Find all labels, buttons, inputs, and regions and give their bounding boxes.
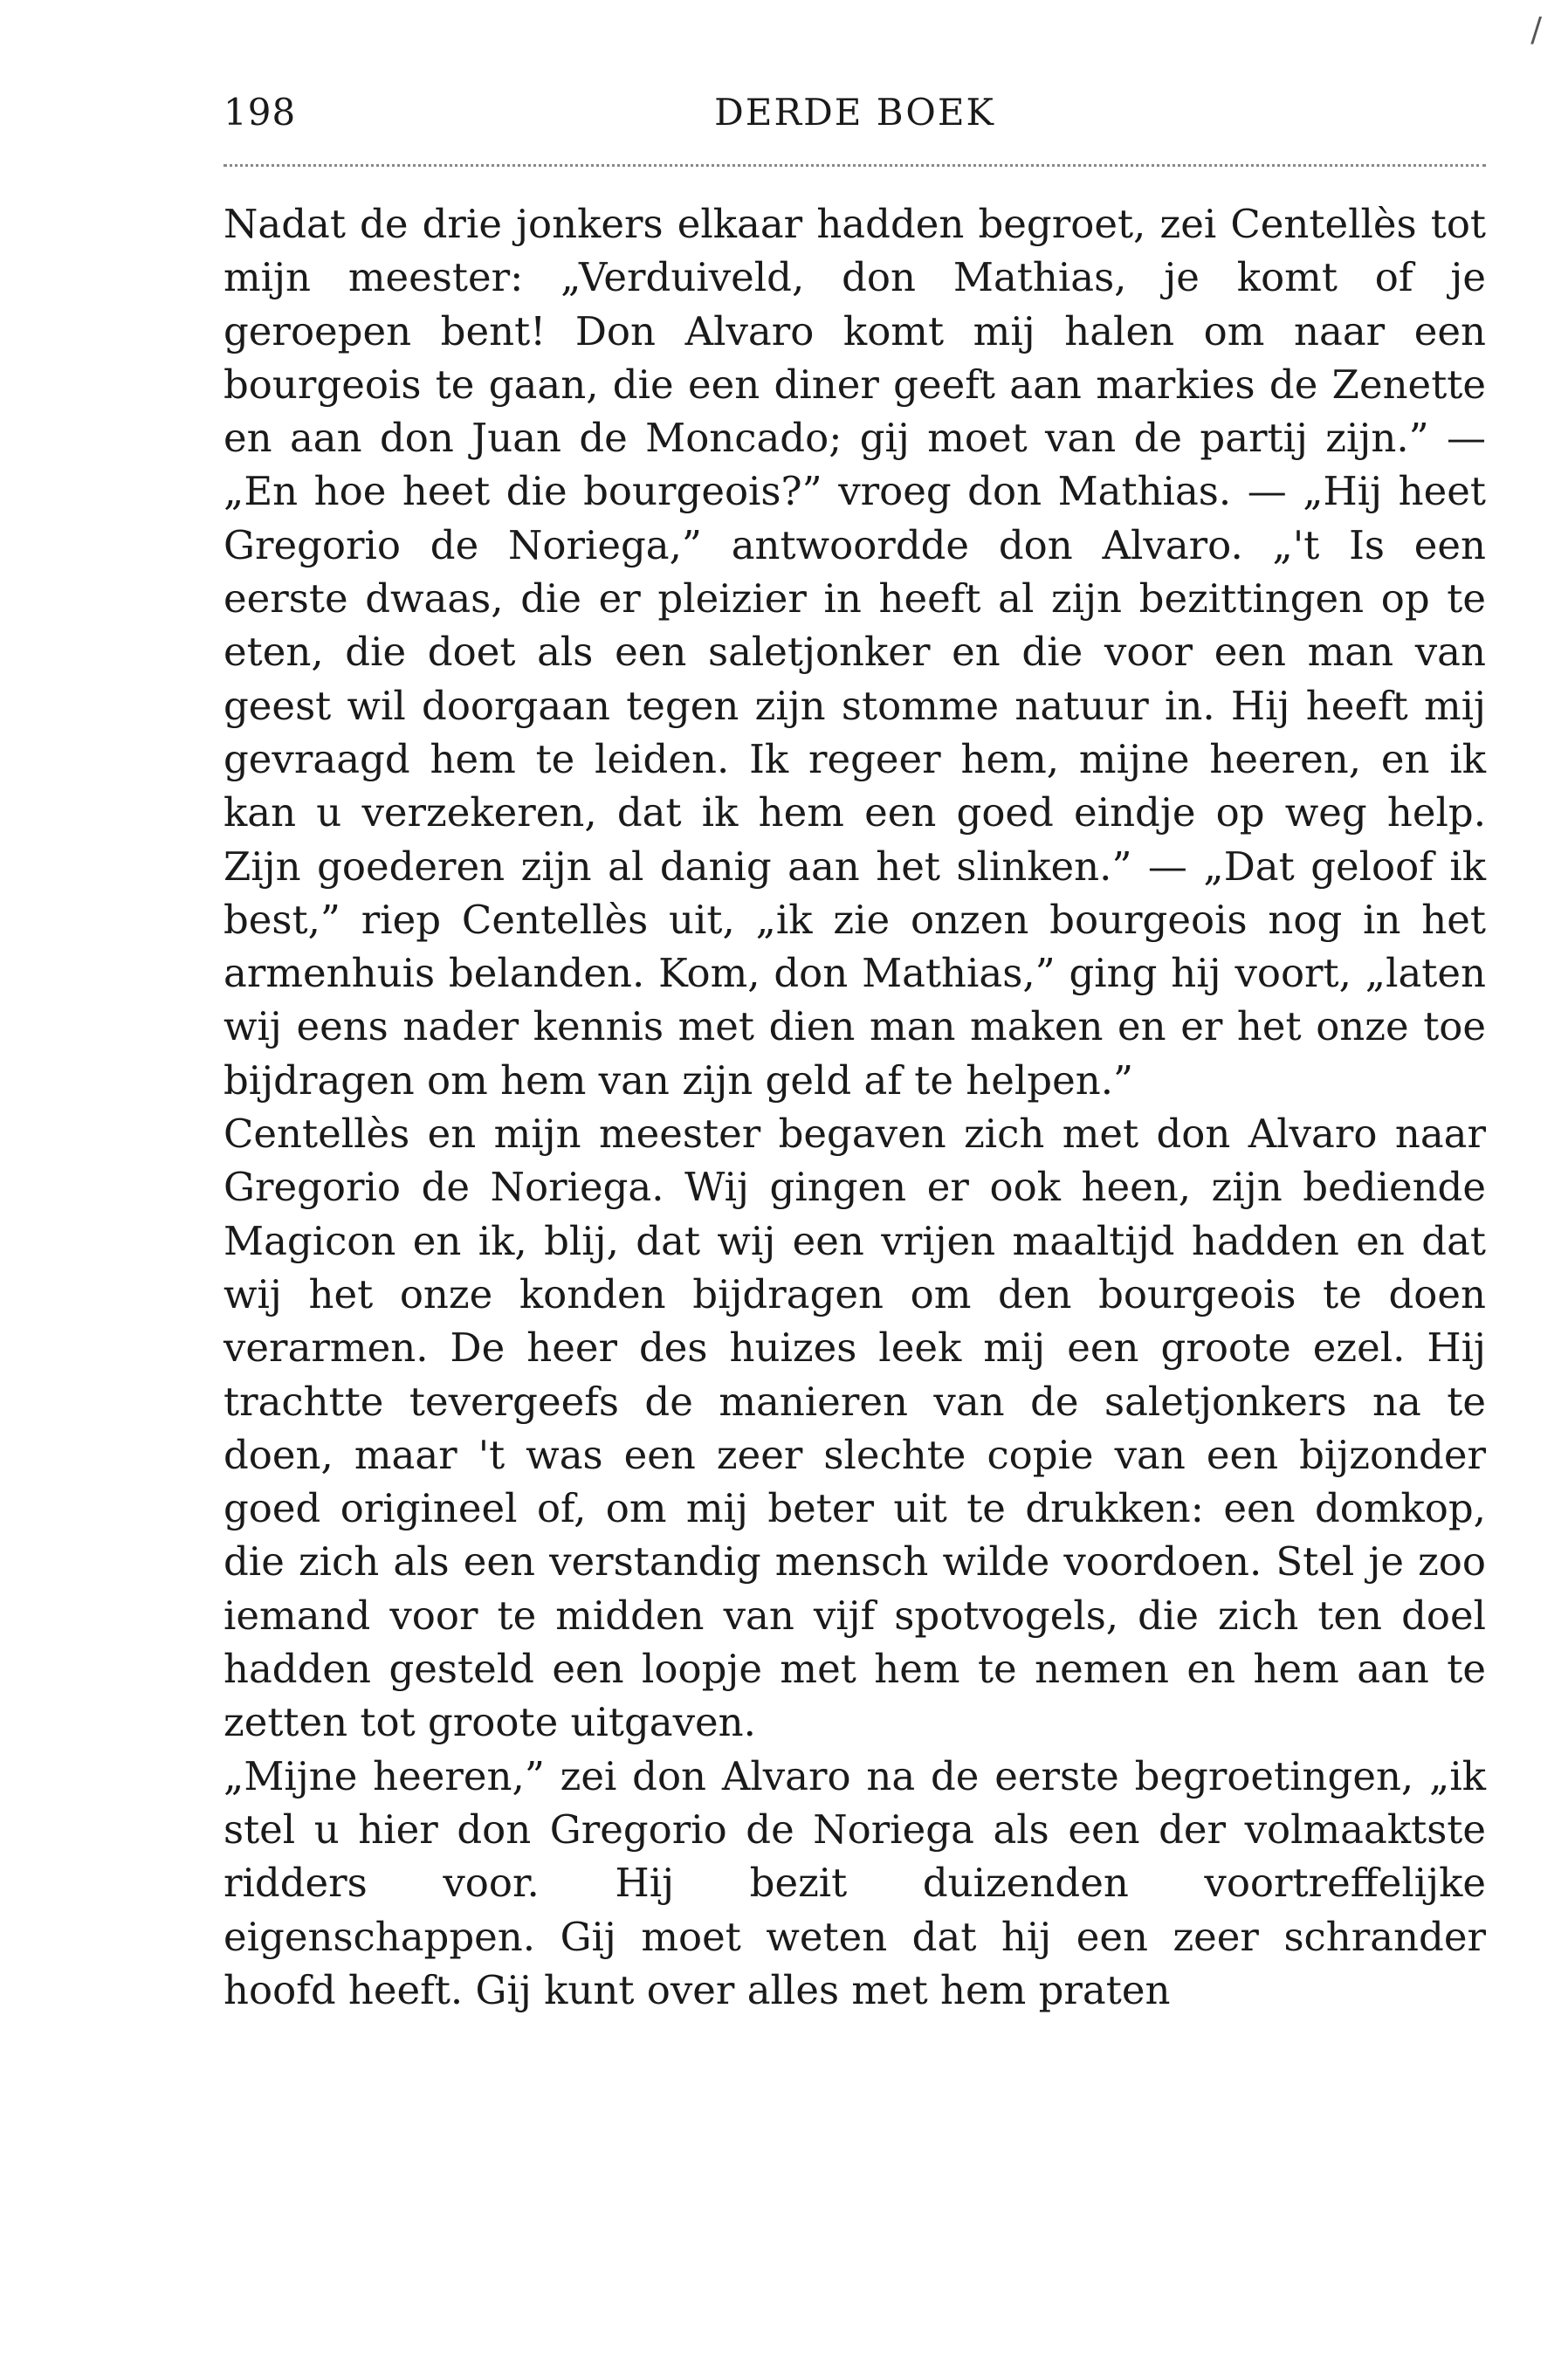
running-head: DERDE BOEK [714, 91, 995, 134]
page-header [224, 91, 1486, 152]
margin-mark: / [1530, 10, 1542, 49]
page-number: 198 [224, 91, 297, 134]
book-page [224, 0, 1486, 2373]
paragraph-2: Centellès en mijn meester begaven zich met don Alvaro naar Gregorio de Noriega. Wij gingen er ook heen, zijn bediende Magicon en ik, blij, dat wij een vrijen maaltijd hadden en dat wij het onze konden bijdragen om den bourgeois te doen verarmen. De heer des huizes leek mij een groote ezel. Hij trachtte tevergeefs de manieren van de saletjonkers na te doen, maar 't was een zeer slechte copie van een bijzonder goed origineel of, om mij beter uit te drukken: een domkop, die zich als een verstandig mensch wilde voordoen. Stel je zoo iemand voor te midden van vijf spotvogels, die zich ten doel hadden gesteld een loopje met hem te nemen en hem aan te zetten tot groote uitgaven. [224, 1111, 1486, 1746]
body-text [224, 197, 1486, 2017]
paragraph-3: „Mijne heeren,” zei don Alvaro na de eerste begroetingen, „ik stel u hier don Gregorio de Noriega als een der volmaaktste ridders voor. Hij bezit duizenden voortreffelijke eigenschappen. Gij moet weten dat hij een zeer schrander hoofd heeft. Gij kunt over alles met hem praten [224, 1752, 1486, 2013]
header-divider [224, 164, 1486, 167]
paragraph-1: Nadat de drie jonkers elkaar hadden begroet, zei Centellès tot mijn meester: „Verduiveld, don Mathias, je komt of je geroepen bent! Don Alvaro komt mij halen om naar een bourgeois te gaan, die een diner geeft aan markies de Zenette en aan don Juan de Moncado; gij moet van de partij zijn.” — „En hoe heet die bourgeois?” vroeg don Mathias. — „Hij heet Gregorio de Noriega,” antwoordde don Alvaro. „'t Is een eerste dwaas, die er pleizier in heeft al zijn bezittingen op te eten, die doet als een saletjonker en die voor een man van geest wil doorgaan tegen zijn stomme natuur in. Hij heeft mij gevraagd hem te leiden. Ik regeer hem, mijne heeren, en ik kan u verzekeren, dat ik hem een goed eindje op weg help. Zijn goederen zijn al danig aan het slinken.” — „Dat geloof ik best,” riep Centellès uit, „ik zie onzen bourgeois nog in het armenhuis belanden. Kom, don Mathias,” ging hij voort, „laten wij eens nader kennis met dien man maken en er het onze toe bijdragen om hem van zijn geld af te helpen.” [224, 201, 1486, 1104]
